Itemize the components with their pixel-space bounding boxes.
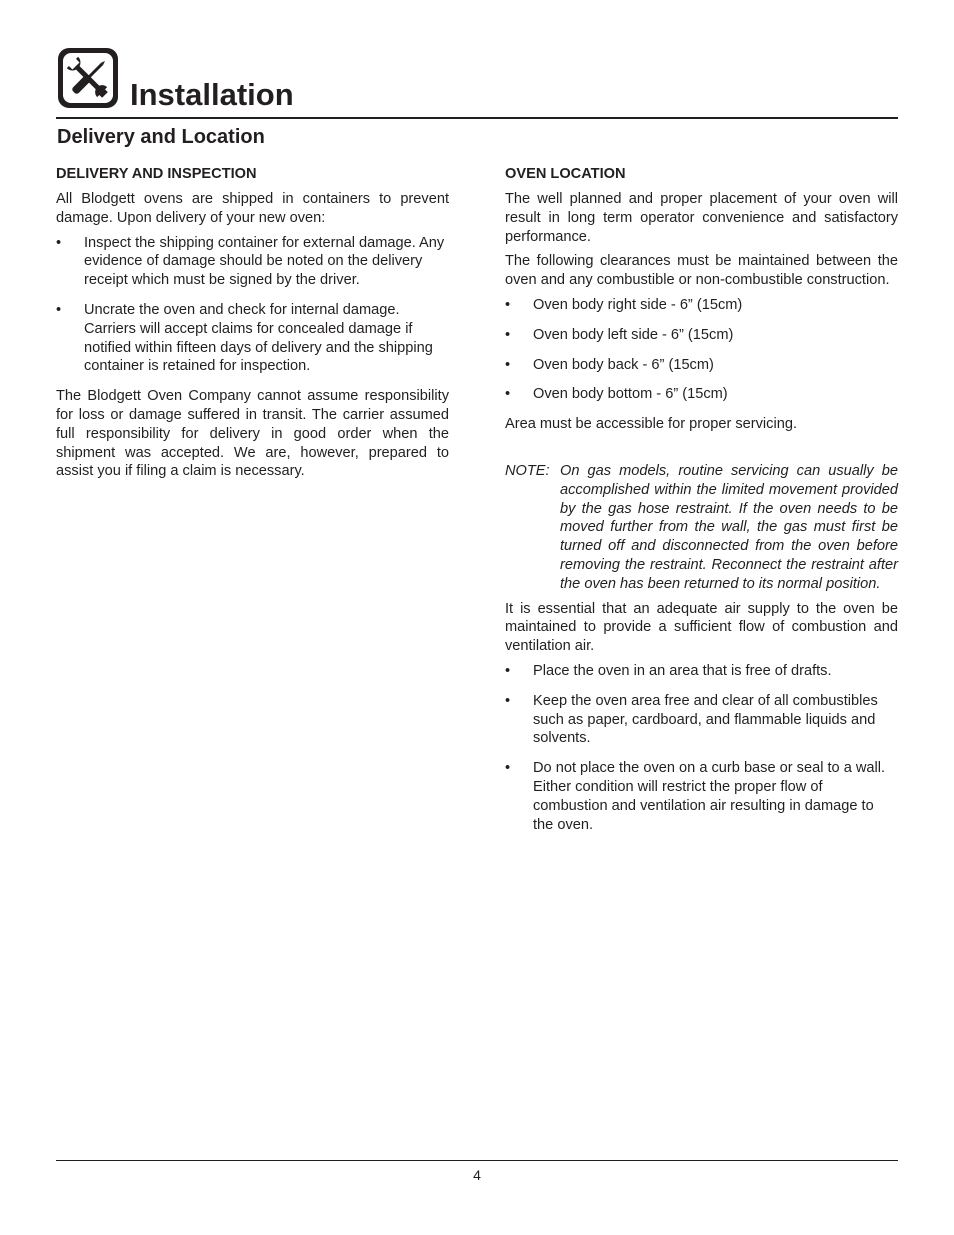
- delivery-closing: The Blodgett Oven Company cannot assume responsibility for loss or damage suffered in transit. The carrier assumed full responsibility for delivery in good order when the shipment was accepted. We are, however, prepared to assist you if filing a claim is necessary.: [56, 388, 449, 480]
- delivery-bullet-list: [56, 234, 449, 377]
- list-item: • Do not place the oven on a curb base or seal to a wall. Either condition will restrict the proper flow of combustion and ventilation air resulting in damage to the oven.: [505, 759, 898, 834]
- air-bullet-list: [505, 662, 898, 834]
- clearance-list: [505, 296, 898, 404]
- wrench-screwdriver-icon: [56, 46, 120, 110]
- delivery-inspection-heading: DELIVERY AND INSPECTION: [56, 166, 257, 182]
- header-rule: [56, 117, 898, 119]
- list-item: • Oven body back - 6” (15cm): [505, 356, 898, 375]
- list-item: • Oven body bottom - 6” (15cm): [505, 385, 898, 404]
- list-item: • Oven body right side - 6” (15cm): [505, 296, 898, 315]
- right-column: [505, 165, 898, 845]
- air-supply-text: It is essential that an adequate air supply to the oven be maintained to provide a sufficient flow of combustion and ventilation air.: [505, 600, 898, 655]
- list-item: • Keep the oven area free and clear of all combustibles such as paper, cardboard, and flammable liquids and solvents.: [505, 692, 898, 748]
- list-item: • Uncrate the oven and check for internal damage. Carriers will accept claims for concealed damage if notified within fifteen days of delivery and the shipping container is retained for inspection.: [56, 301, 449, 376]
- access-text: Area must be accessible for proper servicing.: [505, 416, 798, 433]
- page-number: 4: [473, 1167, 481, 1183]
- note-text: On gas models, routine servicing can usually be accomplished within the limited movement provided by the gas hose restraint. If the oven needs to be moved further from the wall, the gas must first be turned off and disconnected from the oven before removing the restraint. Reconnect the restraint after the oven has been returned to its normal position.: [560, 462, 898, 592]
- section-title: Delivery and Location: [57, 126, 265, 148]
- note-block: [505, 462, 898, 594]
- list-item: • Place the oven in an area that is free of drafts.: [505, 662, 898, 681]
- location-para-1: The well planned and proper placement of your oven will result in long term operator convenience and satisfactory performance.: [505, 191, 898, 245]
- left-column: [56, 165, 449, 487]
- page-title: Installation: [130, 77, 294, 112]
- oven-location-heading: OVEN LOCATION: [505, 166, 626, 182]
- list-item: • Inspect the shipping container for external damage. Any evidence of damage should be noted on the delivery receipt which must be signed by the driver.: [56, 234, 449, 290]
- delivery-intro: All Blodgett ovens are shipped in containers to prevent damage. Upon delivery of your new oven:: [56, 191, 449, 226]
- list-item: • Oven body left side - 6” (15cm): [505, 326, 898, 345]
- footer-rule: [56, 1160, 898, 1161]
- location-para-2: The following clearances must be maintained between the oven and any combustible or non-combustible construction.: [505, 253, 898, 289]
- note-label: NOTE:: [505, 462, 550, 479]
